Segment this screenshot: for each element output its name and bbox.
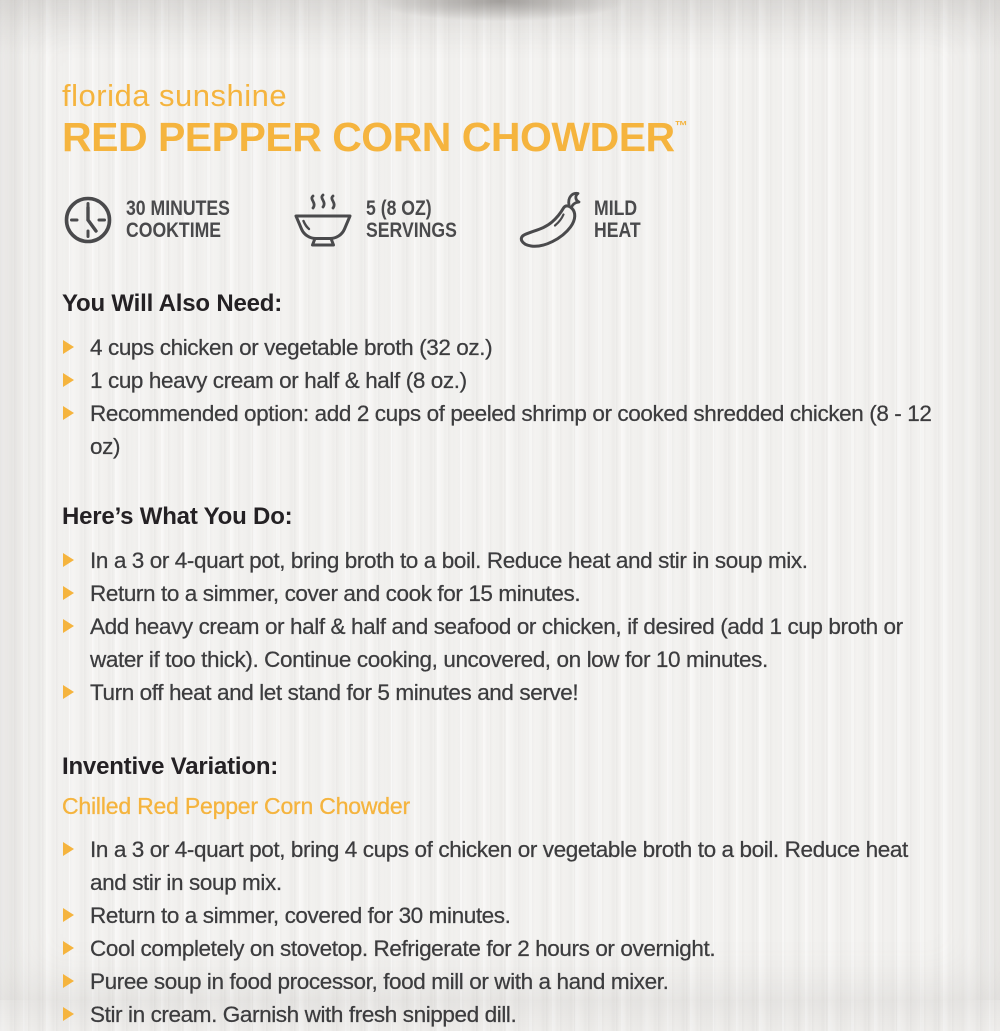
bullet-arrow-icon xyxy=(63,619,74,633)
list-item-text: Add heavy cream or half & half and seafood or chicken, if desired (add 1 cup broth or water if too thick). Continue cooking, uncovered, on low for 10 minutes. xyxy=(90,614,903,672)
bullet-arrow-icon xyxy=(63,974,74,988)
list-item-text: Return to a simmer, cover and cook for 15 minutes. xyxy=(90,581,581,606)
bullet-arrow-icon xyxy=(63,406,74,420)
list-item xyxy=(62,998,942,1031)
brand-script-line: florida sunshine xyxy=(62,78,288,113)
variation-subheading: Chilled Red Pepper Corn Chowder xyxy=(62,793,410,819)
list-item xyxy=(62,899,942,932)
section-heres-what-you-do xyxy=(62,505,942,709)
trademark-symbol: ™ xyxy=(674,118,688,133)
list-item-text: 4 cups chicken or vegetable broth (32 oz.) xyxy=(90,335,493,360)
list-item-text: Puree soup in food processor, food mill or with a hand mixer. xyxy=(90,969,669,994)
bullet-arrow-icon xyxy=(63,941,74,955)
badge-line1: MILD xyxy=(593,197,637,220)
bullet-arrow-icon xyxy=(63,842,74,856)
badge-line1: 30 MINUTES xyxy=(126,197,230,220)
badge-line2: HEAT xyxy=(593,219,641,242)
list-item xyxy=(62,833,942,899)
list-item xyxy=(62,932,942,965)
list-item-text: Recommended option: add 2 cups of peeled shrimp or cooked shredded chicken (8 - 12 oz) xyxy=(90,401,932,459)
list-item-text: In a 3 or 4-quart pot, bring broth to a boil. Reduce heat and stir in soup mix. xyxy=(90,548,808,573)
list-item-text: 1 cup heavy cream or half & half (8 oz.) xyxy=(90,368,467,393)
list-item-text: Return to a simmer, covered for 30 minutes. xyxy=(90,903,511,928)
list-item xyxy=(62,397,942,463)
badge-line1: 5 (8 OZ) xyxy=(365,197,432,220)
badge-heat xyxy=(516,190,650,250)
section-heading: You Will Also Need: xyxy=(62,290,282,317)
bullet-arrow-icon xyxy=(63,685,74,699)
list-item xyxy=(62,577,942,610)
steaming-bowl-icon xyxy=(292,192,354,248)
clock-icon xyxy=(62,194,114,246)
badge-servings-label xyxy=(366,198,457,242)
list-item xyxy=(62,610,942,676)
bullet-arrow-icon xyxy=(63,553,74,567)
list-item xyxy=(62,965,942,998)
badge-heat-label xyxy=(594,198,641,242)
list-item xyxy=(62,676,942,709)
product-title xyxy=(62,114,942,160)
section-inventive-variation xyxy=(62,755,942,1031)
list-item-text: In a 3 or 4-quart pot, bring 4 cups of chicken or vegetable broth to a boil. Reduce heat and stir in soup mix. xyxy=(90,837,908,895)
badge-cooktime xyxy=(62,194,250,246)
chili-pepper-icon xyxy=(516,190,582,250)
label-panel xyxy=(62,0,942,1031)
bullet-arrow-icon xyxy=(63,340,74,354)
info-badges xyxy=(62,190,942,250)
product-title-text: RED PEPPER CORN CHOWDER xyxy=(62,114,675,160)
badge-line2: COOKTIME xyxy=(126,219,222,242)
variation-list xyxy=(62,833,942,1031)
list-item-text: Stir in cream. Garnish with fresh snipped dill. xyxy=(90,1002,517,1027)
section-heading: Inventive Variation: xyxy=(62,753,279,780)
list-item xyxy=(62,364,942,397)
section-you-will-also-need xyxy=(62,292,942,463)
list-item-text: Cool completely on stovetop. Refrigerate for 2 hours or overnight. xyxy=(90,936,716,961)
instruction-list xyxy=(62,544,942,709)
badge-cooktime-label xyxy=(126,198,230,242)
section-heading: Here’s What You Do: xyxy=(62,503,293,530)
list-item xyxy=(62,331,942,364)
ingredient-list xyxy=(62,331,942,463)
bullet-arrow-icon xyxy=(63,908,74,922)
bullet-arrow-icon xyxy=(63,1007,74,1021)
badge-servings xyxy=(292,192,474,248)
bullet-arrow-icon xyxy=(63,586,74,600)
bullet-arrow-icon xyxy=(63,373,74,387)
list-item-text: Turn off heat and let stand for 5 minutes and serve! xyxy=(90,680,579,705)
list-item xyxy=(62,544,942,577)
badge-line2: SERVINGS xyxy=(365,219,457,242)
